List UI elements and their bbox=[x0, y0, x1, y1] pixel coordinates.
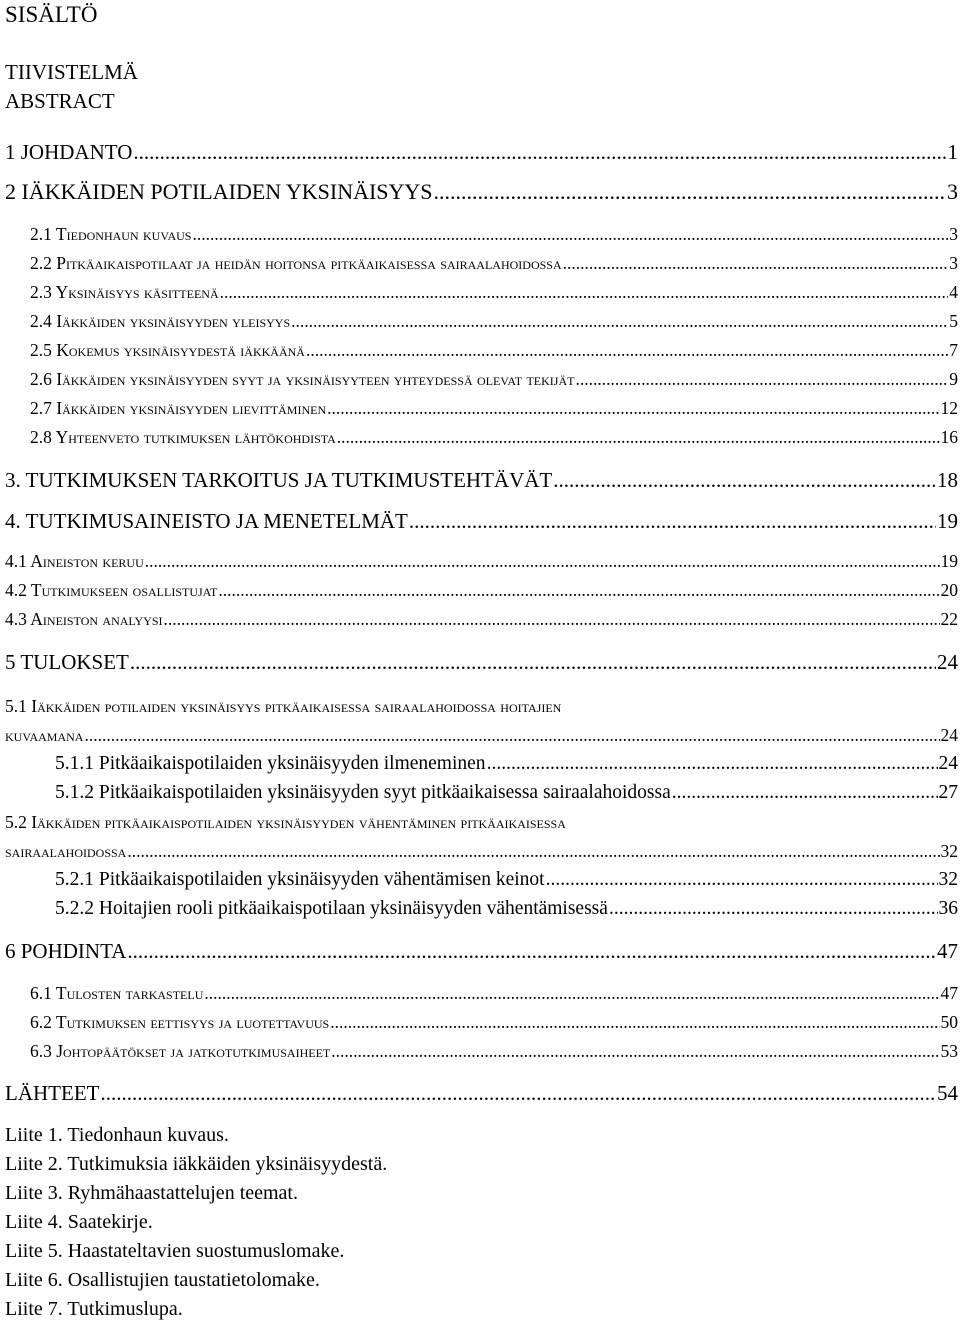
toc-entry: 5.2.2 Hoitajien rooli pitkäaikaispotilaan yksinäisyyden vähentämisessä ..... 36 bbox=[55, 898, 958, 920]
toc-entry: sairaalahoidossa ..... 32 bbox=[5, 841, 958, 862]
toc-entry: 1 JOHDANTO ..... 1 bbox=[5, 140, 958, 165]
toc-entry: 2.1 Tiedonhaun kuvaus ..... 3 bbox=[30, 224, 958, 245]
toc-entry: 6.2 Tutkimuksen eettisyys ja luotettavuus ..... 50 bbox=[30, 1012, 958, 1033]
toc-entry: 6.3 Johtopäätökset ja jatkotutkimusaiheet ..... 53 bbox=[30, 1041, 958, 1062]
toc-entry: LÄHTEET ..... 54 bbox=[5, 1081, 958, 1106]
toc-entry: 4.1 Aineiston keruu ..... 19 bbox=[5, 551, 958, 572]
appendix-item: Liite 7. Tutkimuslupa. bbox=[5, 1298, 183, 1320]
toc-entry: 2 IÄKKÄIDEN POTILAIDEN YKSINÄISYYS ..... 3 bbox=[5, 179, 958, 205]
toc-entry: 6.1 Tulosten tarkastelu ..... 47 bbox=[30, 983, 958, 1004]
toc-entry: 2.4 Iäkkäiden yksinäisyyden yleisyys ..... 5 bbox=[30, 311, 958, 332]
appendix-item: Liite 4. Saatekirje. bbox=[5, 1211, 153, 1233]
toc-entry: 2.8 Yhteenveto tutkimuksen lähtökohdista ..... 16 bbox=[30, 427, 958, 448]
toc-entry: 5.1.1 Pitkäaikaispotilaiden yksinäisyyden ilmeneminen ..... 24 bbox=[55, 753, 958, 775]
toc-entry: 4.3 Aineiston analyysi ..... 22 bbox=[5, 609, 958, 630]
toc-entry: kuvaamana ..... 24 bbox=[5, 725, 958, 746]
toc-entry: 5.2 Iäkkäiden pitkäaikaispotilaiden yksinäisyyden vähentäminen pitkäaikaisessa bbox=[5, 812, 566, 832]
toc-entry: 6 POHDINTA ..... 47 bbox=[5, 939, 958, 964]
toc-entry: 2.3 Yksinäisyys käsitteenä ..... 4 bbox=[30, 282, 958, 303]
toc-entry: 2.7 Iäkkäiden yksinäisyyden lievittäminen ..... 12 bbox=[30, 398, 958, 419]
appendix-item: Liite 3. Ryhmähaastattelujen teemat. bbox=[5, 1182, 298, 1204]
front-abstract: ABSTRACT bbox=[5, 89, 115, 113]
appendix-item: Liite 1. Tiedonhaun kuvaus. bbox=[5, 1124, 229, 1146]
toc-entry: 5.1.2 Pitkäaikaispotilaiden yksinäisyyden syyt pitkäaikaisessa sairaalahoidossa ..... 27 bbox=[55, 782, 958, 804]
toc-entry: 5 TULOKSET ..... 24 bbox=[5, 650, 958, 675]
front-tiivistelma: TIIVISTELMÄ bbox=[5, 60, 138, 84]
toc-entry: 2.6 Iäkkäiden yksinäisyyden syyt ja yksinäisyyteen yhteydessä olevat tekijät ..... 9 bbox=[30, 369, 958, 390]
toc-entry: 4. TUTKIMUSAINEISTO JA MENETELMÄT ..... 19 bbox=[5, 509, 958, 534]
appendix-item: Liite 2. Tutkimuksia iäkkäiden yksinäisyydestä. bbox=[5, 1153, 388, 1175]
toc-entry: 2.5 Kokemus yksinäisyydestä iäkkäänä ..... 7 bbox=[30, 340, 958, 361]
page-title: SISÄLTÖ bbox=[5, 2, 98, 27]
toc-entry: 3. TUTKIMUKSEN TARKOITUS JA TUTKIMUSTEHTÄVÄT ..... 18 bbox=[5, 468, 958, 493]
appendix-item: Liite 6. Osallistujien taustatietolomake. bbox=[5, 1269, 320, 1291]
appendix-item: Liite 5. Haastateltavien suostumuslomake. bbox=[5, 1240, 345, 1262]
toc-entry: 5.2.1 Pitkäaikaispotilaiden yksinäisyyden vähentämisen keinot ..... 32 bbox=[55, 869, 958, 891]
toc-entry: 4.2 Tutkimukseen osallistujat ..... 20 bbox=[5, 580, 958, 601]
toc-entry: 5.1 Iäkkäiden potilaiden yksinäisyys pitkäaikaisessa sairaalahoidossa hoitajien bbox=[5, 696, 562, 716]
toc-entry: 2.2 Pitkäaikaispotilaat ja heidän hoitonsa pitkäaikaisessa sairaalahoidossa ..... 3 bbox=[30, 253, 958, 274]
